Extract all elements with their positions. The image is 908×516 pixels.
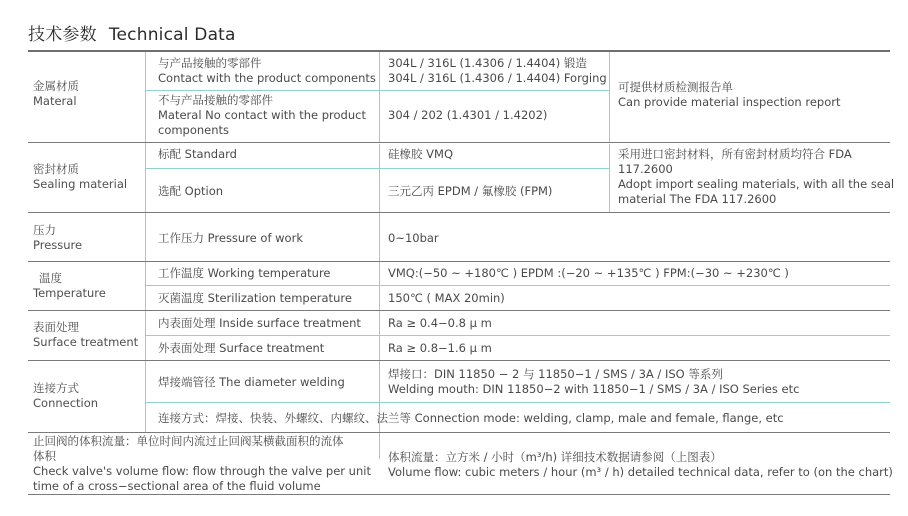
surface-category: [33, 320, 138, 350]
surface-outside-value: Ra ≥ 0.8−1.6 μ m: [388, 341, 492, 355]
column-divider-3b: [609, 144, 610, 212]
sealing-subrule: [146, 168, 609, 169]
sealing-note-2: 117.2600: [618, 162, 673, 176]
sealing-category: [33, 162, 127, 192]
section-rule: [28, 432, 890, 433]
welding-val-2: Welding mouth: DIN 11850−2 with 11850−1 / SMS / 3A / ISO Series etc: [388, 382, 800, 396]
sealing-option-label: 选配 Option: [158, 184, 224, 198]
material-note: [618, 80, 841, 110]
surface-inside-label: 内表面处理 Inside surface treatment: [158, 316, 361, 330]
connection-subrule: [146, 402, 890, 403]
surface-outside-label: 外表面处理 Surface treatment: [158, 341, 325, 355]
connection-category: [33, 381, 98, 411]
volume-val-1: 体积流量：立方米 / 小时（m³/h) 详细技术数据请参阅（上图表）: [388, 450, 722, 464]
pressure-label: 工作压力 Pressure of work: [158, 231, 303, 245]
temperature-steril-value: 150℃ ( MAX 20min): [388, 291, 505, 305]
surface-cat-en: Surface treatment: [33, 335, 139, 349]
volume-label-4: time of a cross−sectional area of the fluid volume: [33, 479, 321, 493]
volume-label-3: Check valve's volume flow: flow through the valve per unit: [33, 464, 371, 478]
section-rule: [28, 310, 890, 311]
column-divider-3: [609, 52, 610, 142]
pressure-category: [33, 223, 82, 253]
volume-label: [33, 434, 371, 494]
section-rule: [28, 212, 890, 213]
nocontact-en-2: components: [158, 123, 230, 137]
pressure-cat-zh: 压力: [33, 223, 56, 237]
material-subrule: [146, 90, 609, 91]
connection-welding-value: [388, 367, 799, 397]
temperature-cat-zh: 温度: [39, 271, 62, 285]
page-title: [28, 20, 236, 45]
pressure-value: 0~10bar: [388, 231, 439, 245]
connection-cat-en: Connection: [33, 396, 99, 410]
material-contact-label: [158, 56, 376, 86]
sealing-note-1: 采用进口密封材料，所有密封材质均符合 FDA: [618, 147, 852, 161]
material-category: [33, 79, 79, 109]
sealing-note-3: Adopt import sealing materials, with all the seal: [618, 177, 895, 191]
sealing-cat-en: Sealing material: [33, 177, 128, 191]
connection-welding-label: 焊接端管径 The diameter welding: [158, 375, 345, 389]
temperature-cat-en: Temperature: [33, 286, 106, 300]
material-cat-en: Materal: [33, 94, 77, 108]
title-en: Technical Data: [108, 25, 236, 45]
section-rule: [28, 142, 890, 143]
material-nocontact-value: 304 / 202 (1.4301 / 1.4202): [388, 108, 548, 122]
volume-label-2: 体积: [33, 449, 56, 463]
bottom-rule: [28, 494, 890, 495]
column-divider-2: [379, 52, 380, 142]
sealing-cat-zh: 密封材质: [33, 162, 79, 176]
volume-label-1: 止回阀的体积流量：单位时间内流过止回阀某横截面积的流体: [33, 434, 344, 448]
sealing-standard-value: 硅橡胶 VMQ: [388, 147, 453, 161]
temperature-working-label: 工作温度 Working temperature: [158, 266, 331, 280]
temperature-category: [33, 271, 106, 301]
welding-val-1: 焊接口：DIN 11850 − 2 与 11850−1 / SMS / 3A / ISO 等系列: [388, 367, 723, 381]
connection-mode: 连接方式：焊接、快装、外螺纹、内螺纹、法兰等 Connection mode: welding, clamp, male and female, flange, etc: [158, 411, 784, 425]
sealing-option-value: 三元乙丙 EPDM / 氟橡胶 (FPM): [388, 184, 553, 198]
temperature-subrule: [146, 285, 890, 286]
connection-cat-zh: 连接方式: [33, 381, 79, 395]
material-nocontact-label: [158, 93, 366, 138]
section-rule: [28, 360, 890, 361]
sealing-note-4: material The FDA 117.2600: [618, 192, 777, 206]
contact-val-2: 304L / 316L (1.4306 / 1.4404) Forging: [388, 71, 607, 85]
contact-en: Contact with the product components: [158, 71, 376, 85]
surface-subrule: [146, 335, 890, 336]
temperature-steril-label: 灭菌温度 Sterilization temperature: [158, 291, 352, 305]
material-cat-zh: 金属材质: [33, 79, 79, 93]
surface-cat-zh: 表面处理: [33, 320, 79, 334]
sealing-note: [618, 147, 894, 207]
material-note-en: Can provide material inspection report: [618, 95, 841, 109]
sealing-standard-label: 标配 Standard: [158, 147, 237, 161]
section-rule: [28, 261, 890, 262]
column-divider-1: [145, 52, 146, 432]
surface-inside-value: Ra ≥ 0.4−0.8 μ m: [388, 316, 492, 330]
pressure-cat-en: Pressure: [33, 238, 83, 252]
contact-zh: 与产品接触的零部件: [158, 56, 262, 70]
title-rule: [28, 50, 890, 52]
contact-val-1: 304L / 316L (1.4306 / 1.4404) 锻造: [388, 56, 587, 70]
title-zh: 技术参数: [28, 25, 97, 45]
material-contact-value: [388, 56, 607, 86]
temperature-working-value: VMQ:(−50 ~ +180℃ ) EPDM :(−20 ~ +135℃ ) FPM:(−30 ~ +230℃ ): [388, 266, 789, 280]
nocontact-zh: 不与产品接触的零部件: [158, 93, 273, 107]
material-note-zh: 可提供材质检测报告单: [618, 80, 733, 94]
nocontact-en-1: Materal No contact with the product: [158, 108, 366, 122]
volume-value: [388, 450, 893, 480]
volume-val-2: Volume flow: cubic meters / hour (m³ / h) detailed technical data, refer to (on the chart): [388, 465, 893, 479]
